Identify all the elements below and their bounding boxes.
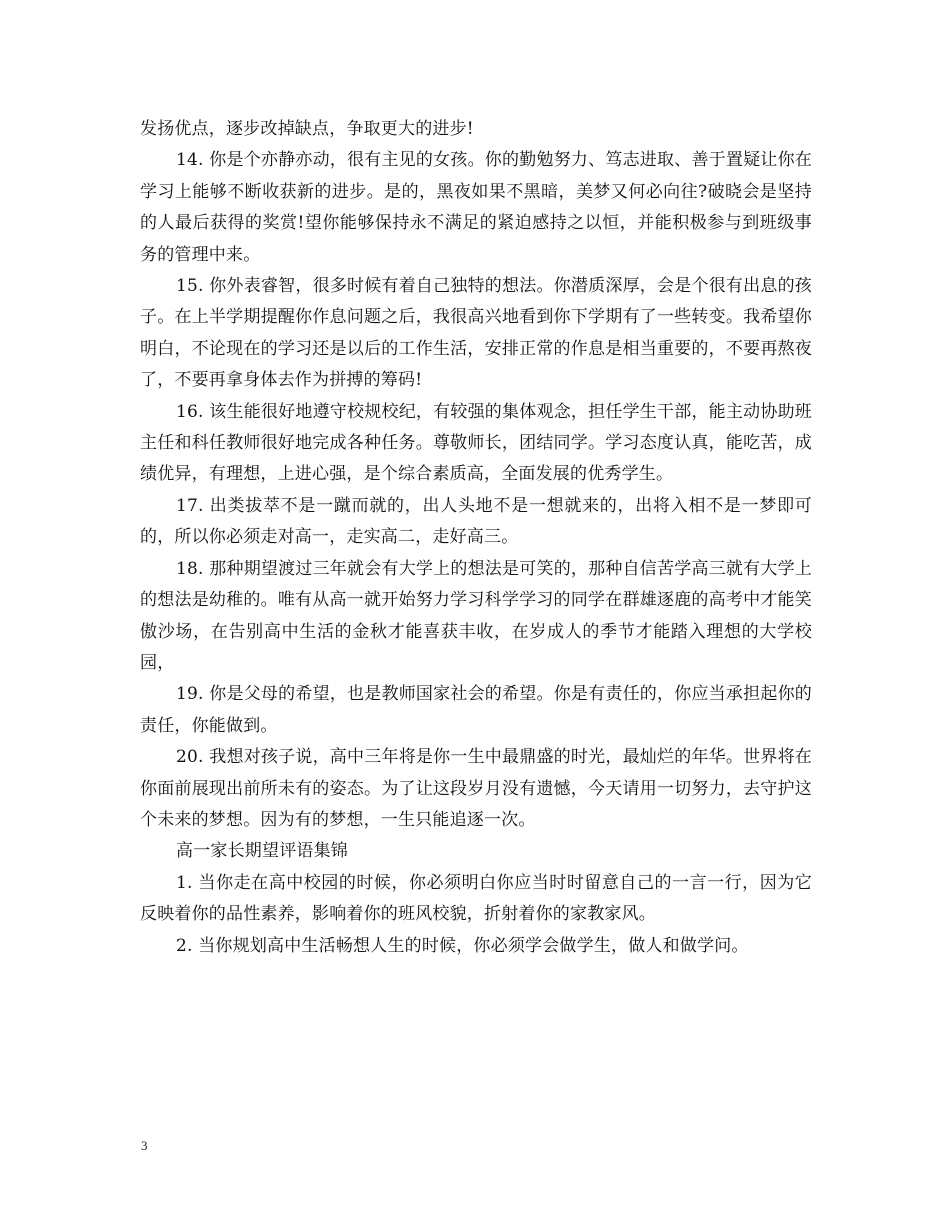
paragraph-item-14: 14. 你是个亦静亦动，很有主见的女孩。你的勤勉努力、笃志进取、善于置疑让你在学习上能够不断收获新的进步。是的，黑夜如果不黑暗，美梦又何必向往?破晓会是坚持的人最后获得的奖赏!望你能够保持永不满足的紧迫感持之以恒，并能积极参与到班级事务的管理中来。 <box>140 150 812 265</box>
paragraph-parent-item-2: 2. 当你规划高中生活畅想人生的时候，你必须学会做学生，做人和做学问。 <box>176 935 749 956</box>
paragraph-item-18: 18. 那种期望渡过三年就会有大学上的想法是可笑的，那种自信苦学高三就有大学上的想法是幼稚的。唯有从高一就开始努力学习科学学习的同学在群雄逐鹿的高考中才能笑傲沙场，在告别高中生活的金秋才能喜获丰收，在岁成人的季节才能踏入理想的大学校园， <box>140 558 812 673</box>
section-heading: 高一家长期望评语集锦 <box>176 841 348 862</box>
paragraph-item-17: 17. 出类拔萃不是一蹴而就的，出人头地不是一想就来的，出将入相不是一梦即可的，所以你必须走对高一，走实高二，走好高三。 <box>140 495 812 548</box>
paragraph-item-15: 15. 你外表睿智，很多时候有着自己独特的想法。你潜质深厚，会是个很有出息的孩子。在上半学期提醒你作息问题之后，我很高兴地看到你下学期有了一些转变。我希望你明白，不论现在的学习还是以后的工作生活，安排正常的作息是相当重要的，不要再熬夜了，不要再拿身体去作为拼搏的筹码! <box>140 276 812 391</box>
paragraph-item-19: 19. 你是父母的希望，也是教师国家社会的希望。你是有责任的，你应当承担起你的责任，你能做到。 <box>140 684 812 736</box>
paragraph-continuation: 发扬优点，逐步改掉缺点，争取更大的进步! <box>140 119 474 139</box>
paragraph-item-20: 20. 我想对孩子说，高中三年将是你一生中最鼎盛的时光，最灿烂的年华。世界将在你面前展现出前所未有的姿态。为了让这段岁月没有遗憾，今天请用一切努力，去守护这个未来的梦想。因为有的梦想，一生只能追逐一次。 <box>140 747 812 830</box>
paragraph-parent-item-1: 1. 当你走在高中校园的时候，你必须明白你应当时时留意自己的一言一行，因为它反映着你的品性素养，影响着你的班风校貌，折射着你的家教家风。 <box>140 872 812 925</box>
paragraph-item-16: 16. 该生能很好地遵守校规校纪，有较强的集体观念，担任学生干部，能主动协助班主任和科任教师很好地完成各种任务。尊敬师长，团结同学。学习态度认真，能吃苦，成绩优异，有理想，上进心强，是个综合素质高，全面发展的优秀学生。 <box>140 401 812 485</box>
document-body <box>140 114 812 962</box>
page-number: 3 <box>141 1138 148 1153</box>
